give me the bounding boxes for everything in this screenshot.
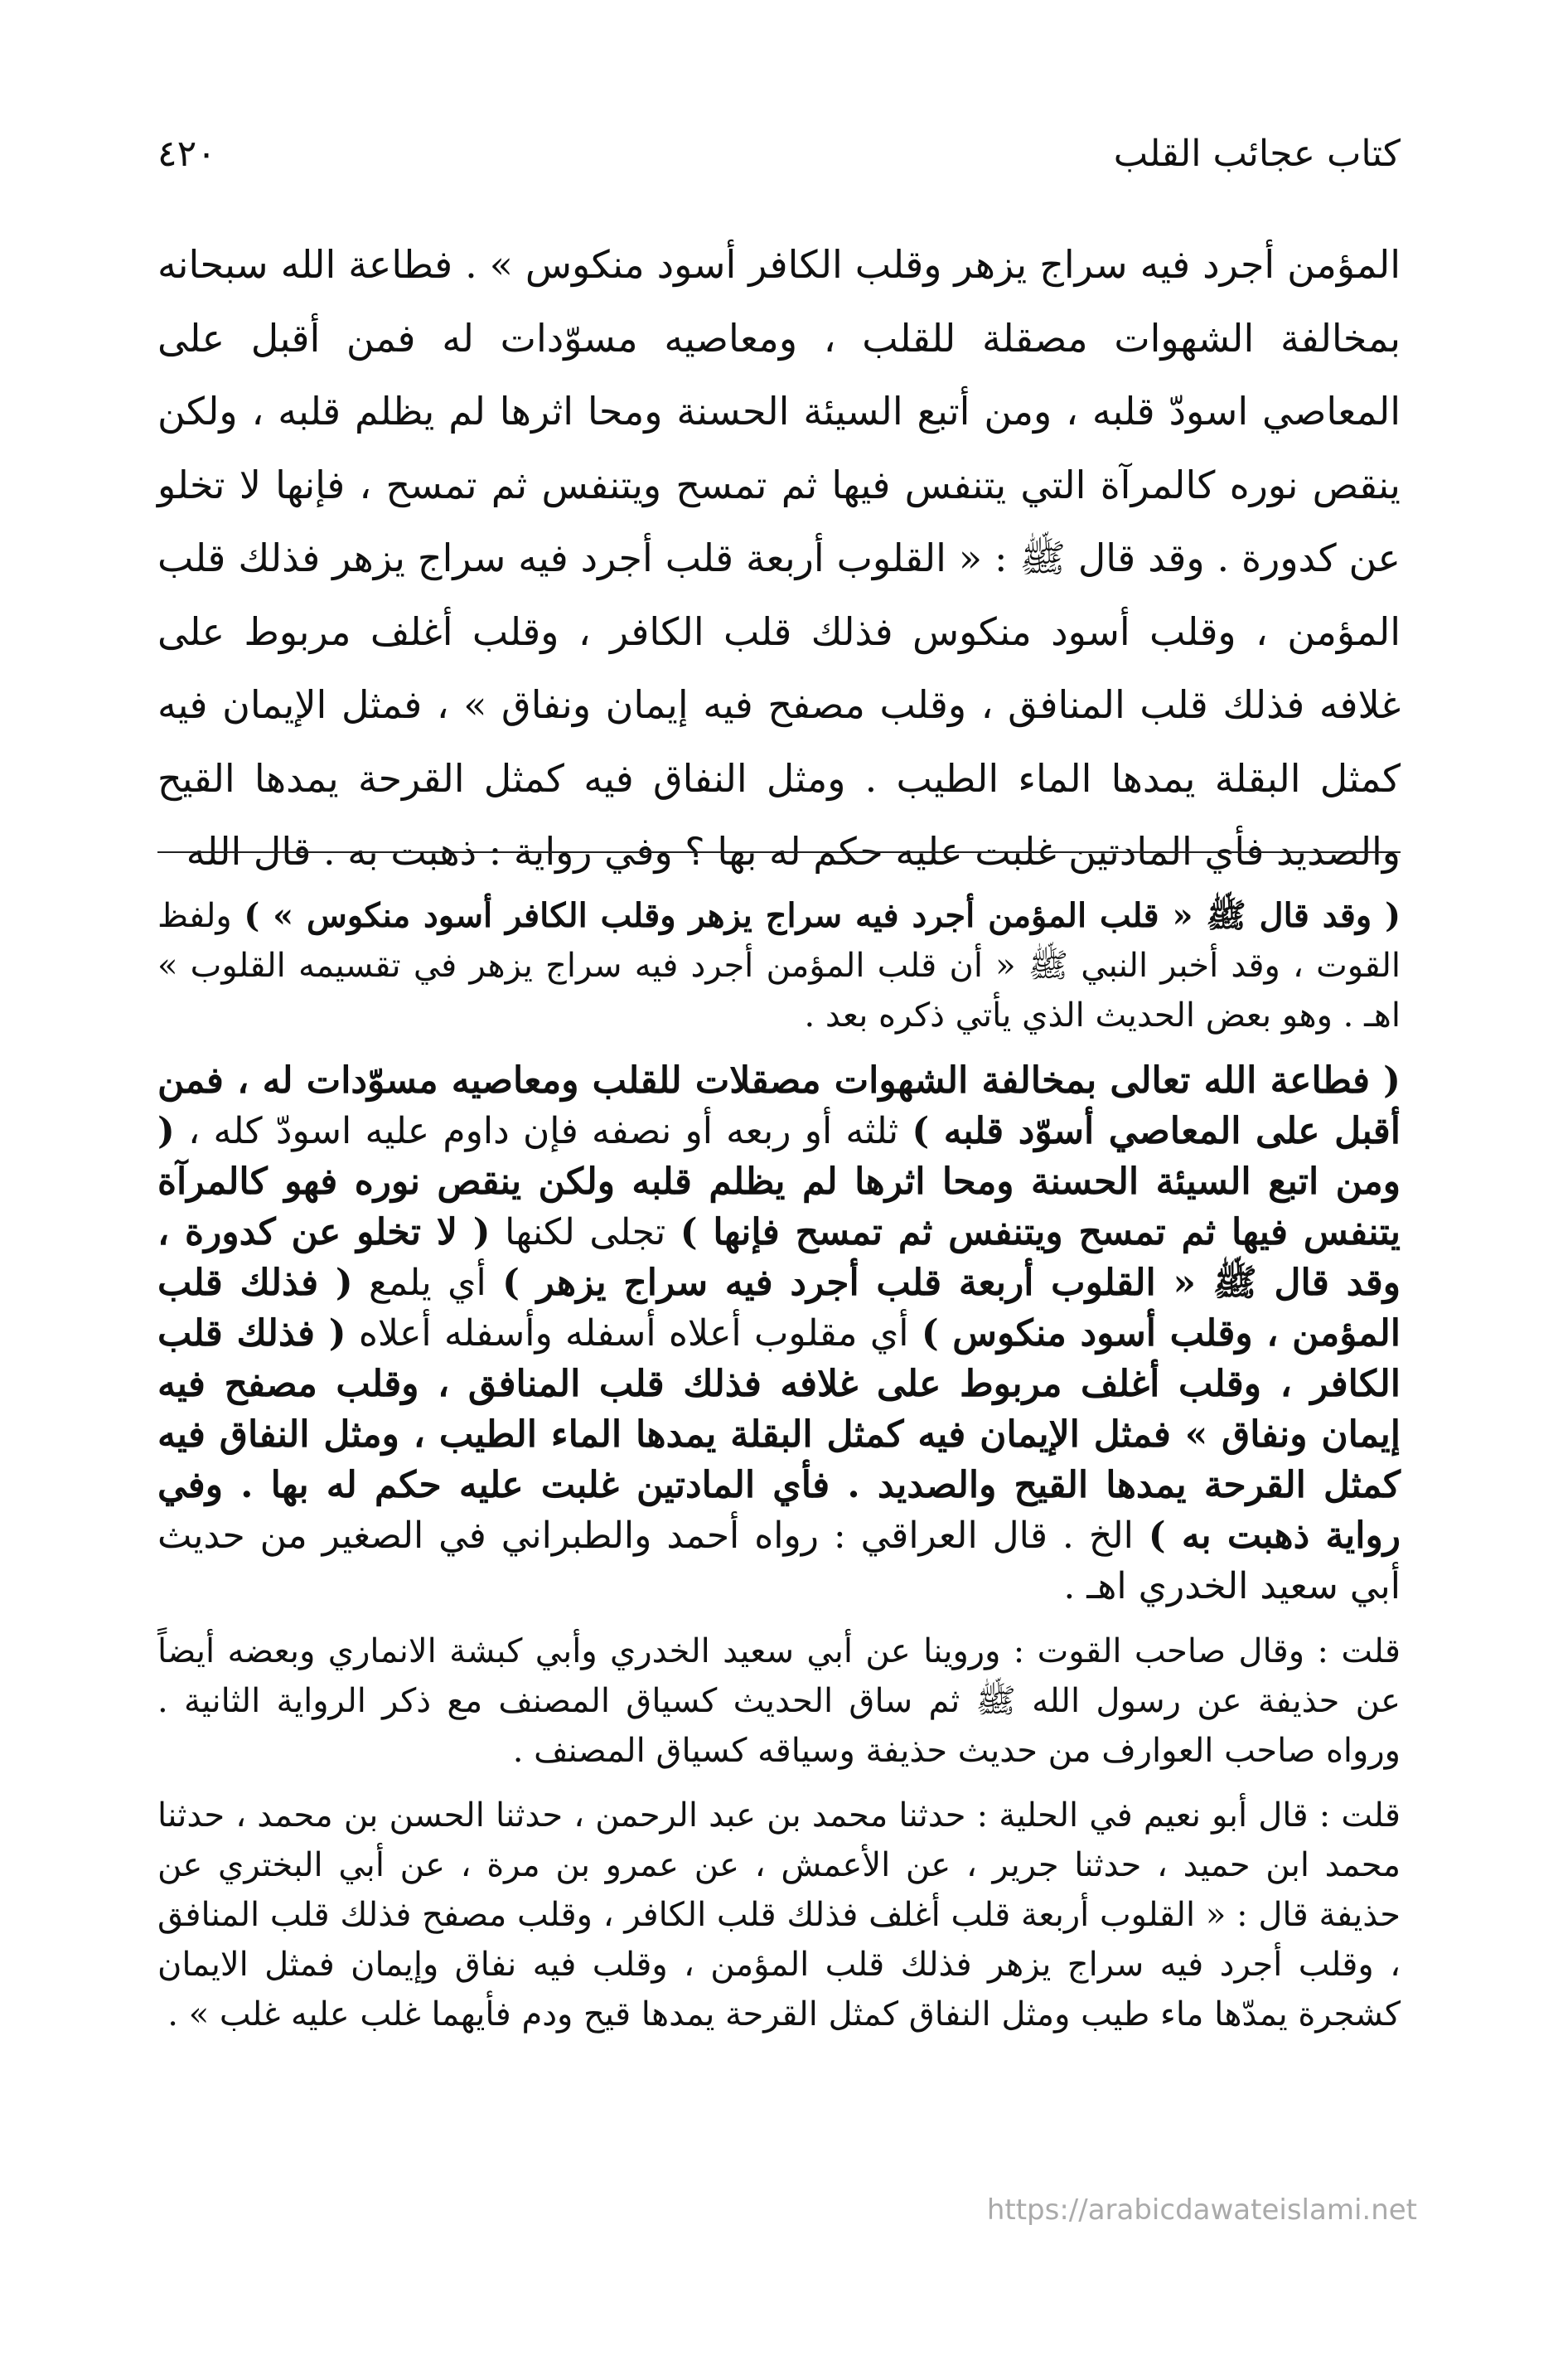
commentary-text: أي يلمع	[352, 1262, 503, 1304]
page-number: ٤٢٠	[157, 133, 216, 175]
main-text	[157, 228, 1401, 889]
commentary-paragraph-1	[157, 891, 1401, 1040]
commentary-text: ثلثه أو ربعه أو نصفه فإن داوم عليه اسودّ كله ،	[174, 1110, 912, 1152]
main-paragraph: المؤمن أجرد فيه سراج يزهر وقلب الكافر أسود منكوس » . فطاعة الله سبحانه بمخالفة الشهوات مصقلة للقلب ، ومعاصيه مسوّدات له فمن أقبل على المعاصي اسودّ قلبه ، ومن أتبع السيئة الحسنة ومحا اثرها لم يظلم قلبه ، ولكن ينقص نوره كالمرآة التي يتنفس فيها ثم تمسح ويتنفس ثم تمسح ، فإنها لا تخلو عن كدورة . وقد قال ﷺ : « القلوب أربعة قلب أجرد فيه سراج يزهر فذلك قلب المؤمن ، وقلب أسود منكوس فذلك قلب الكافر ، وقلب أغلف مربوط على غلافه فذلك قلب المنافق ، وقلب مصفح فيه إيمان ونفاق » ، فمثل الإيمان فيه كمثل البقلة يمدها الماء الطيب . ومثل النفاق فيه كمثل القرحة يمدها القيح والصديد فأي المادتين غلبت عليه حكم له بها ؟ وفي رواية : ذهبت به . قال الله	[157, 242, 1401, 874]
commentary-text: تجلى لكنها	[490, 1211, 680, 1253]
book-title: كتاب عجائب القلب	[1113, 133, 1401, 175]
commentary-text: أي مقلوب أعلاه أسفله وأسفله أعلاه	[346, 1312, 922, 1355]
commentary-section	[157, 891, 1401, 2054]
commentary-text: ولفظ القوت ، وقد أخبر النبي ﷺ « أن قلب المؤمن أجرد فيه سراج يزهر في تقسيمه القلوب » اهـ . وهو بعض الحديث الذي يأتي ذكره بعد .	[157, 897, 1401, 1035]
commentary-paragraph-2	[157, 1055, 1401, 1612]
watermark-url: https://arabicdawateislami.net	[986, 2193, 1417, 2227]
quoted-text: ( فطاعة الله تعالى بمخالفة الشهوات مصقلات للقلب ومعاصيه مسوّدات له ، فمن أقبل على المعاصي أسوّد قلبه )	[157, 1059, 1401, 1152]
commentary-text: الخ . قال العراقي : رواه أحمد والطبراني في الصغير من حديث أبي سعيد الخدري اهـ .	[157, 1515, 1401, 1607]
quoted-text: ( فذلك قلب الكافر ، وقلب أغلف مربوط على غلافه فذلك قلب المنافق ، وقلب مصفح فيه إيمان ونفاق » فمثل الإيمان فيه كمثل البقلة يمدها الماء الطيب ، ومثل النفاق فيه كمثل القرحة يمدها القيح والصديد . فأي المادتين غلبت عليه حكم له بها . وفي رواية ذهبت به )	[157, 1312, 1401, 1557]
quoted-text: ( لا تخلو عن كدورة ، وقد قال ﷺ « القلوب أربعة قلب أجرد فيه سراج يزهر )	[157, 1211, 1401, 1304]
quoted-text: ( فذلك قلب المؤمن ، وقلب أسود منكوس )	[157, 1262, 1401, 1355]
quoted-text: ( وقد قال ﷺ « قلب المؤمن أجرد فيه سراج يزهر وقلب الكافر أسود منكوس » )	[244, 896, 1401, 935]
quoted-text: ( ومن اتبع السيئة الحسنة ومحا اثرها لم يظلم قلبه ولكن ينقص نوره فهو كالمرآة يتنفس فيها ثم تمسح ويتنفس ثم تمسح فإنها )	[157, 1110, 1401, 1253]
commentary-paragraph-4: قلت : قال أبو نعيم في الحلية : حدثنا محمد بن عبد الرحمن ، حدثنا الحسن بن محمد ، حدثنا محمد ابن حميد ، حدثنا جرير ، عن الأعمش ، عن عمرو بن مرة ، عن أبي البختري عن حذيفة قال : « القلوب أربعة قلب أغلف فذلك قلب الكافر ، وقلب مصفح فذلك قلب المنافق ، وقلب أجرد فيه سراج يزهر فذلك قلب المؤمن ، وقلب فيه نفاق وإيمان فمثل الايمان كشجرة يمدّها ماء طيب ومثل النفاق كمثل القرحة يمدها قيح ودم فأيهما غلب عليه غلب » .	[157, 1796, 1401, 2033]
footnote-divider	[157, 851, 1401, 853]
commentary-paragraph-3: قلت : وقال صاحب القوت : وروينا عن أبي سعيد الخدري وأبي كبشة الانماري وبعضه أيضاً عن حذيفة عن رسول الله ﷺ ثم ساق الحديث كسياق المصنف مع ذكر الرواية الثانية . ورواه صاحب العوارف من حديث حذيفة وسياقه كسياق المصنف .	[157, 1632, 1401, 1770]
page-header	[157, 124, 1401, 191]
